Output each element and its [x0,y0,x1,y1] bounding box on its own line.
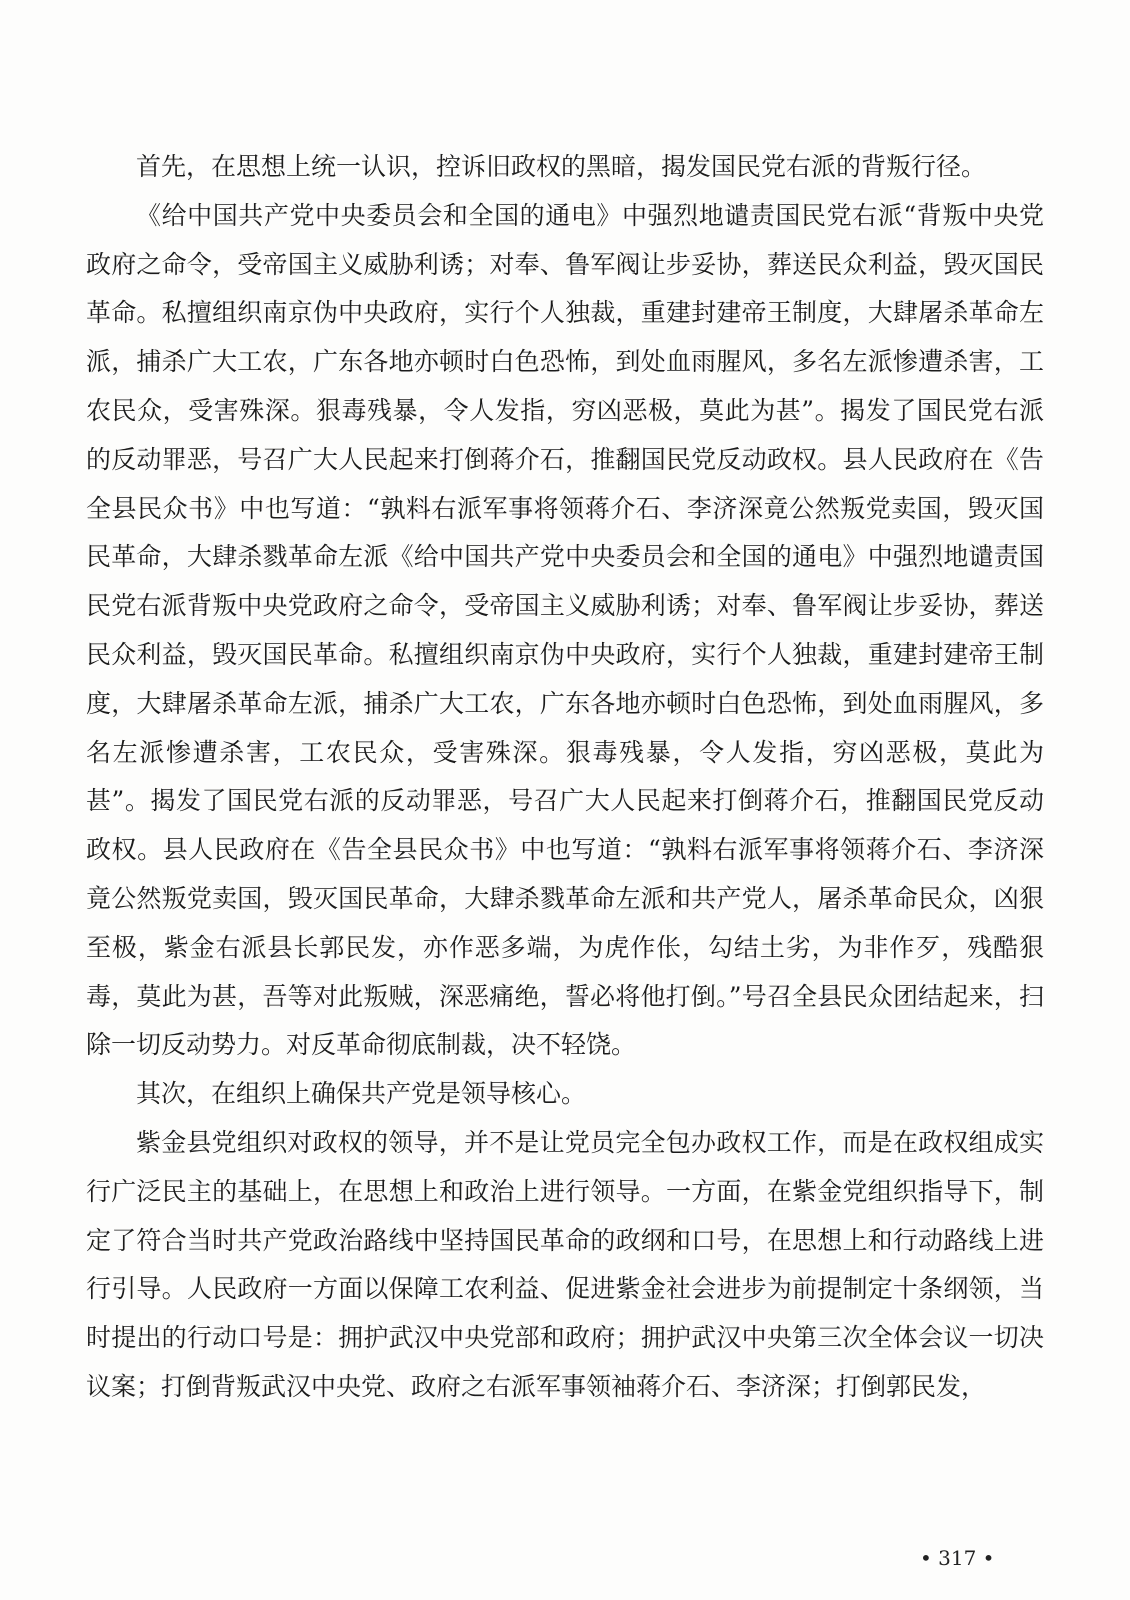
paragraph: 紫金县党组织对政权的领导，并不是让党员完全包办政权工作，而是在政权组成实行广泛民主的基础上，在思想上和政治上进行领导。一方面，在紫金党组织指导下，制定了符合当时共产党政治路线中坚持国民革命的政纲和口号，在思想上和行动路线上进行引导。人民政府一方面以保障工农利益、促进紫金社会进步为前提制定十条纲领，当时提出的行动口号是：拥护武汉中央党部和政府；拥护武汉中央第三次全体会议一切决议案；打倒背叛武汉中央党、政府之右派军事领袖蒋介石、李济深；打倒郭民发， [86,1127,1044,1401]
page-number: • 317 • [920,1546,995,1570]
paragraph: 《给中国共产党中央委员会和全国的通电》中强烈地谴责国民党右派“背叛中央党政府之命令，受帝国主义威胁利诱；对奉、鲁军阀让步妥协，葬送民众利益，毁灭国民革命。私擅组织南京伪中央政府，实行个人独裁，重建封建帝王制度，大肆屠杀革命左派，捕杀广大工农，广东各地亦顿时白色恐怖，到处血雨腥风，多名左派惨遭杀害，工农民众，受害殊深。狠毒残暴，令人发指，穷凶恶极，莫此为甚”。揭发了国民党右派的反动罪恶，号召广大人民起来打倒蒋介石，推翻国民党反动政权。县人民政府在《告全县民众书》中也写道：“孰料右派军事将领蒋介石、李济深竟公然叛党卖国，毁灭国民革命，大肆杀戮革命左派《给中国共产党中央委员会和全国的通电》中强烈地谴责国民党右派背叛中央党政府之命令，受帝国主义威胁利诱；对奉、鲁军阀让步妥协，葬送民众利益，毁灭国民革命。私擅组织南京伪中央政府，实行个人独裁，重建封建帝王制度，大肆屠杀革命左派，捕杀广大工农，广东各地亦顿时白色恐怖，到处血雨腥风，多名左派惨遭杀害，工农民众，受害殊深。狠毒残暴，令人发指，穷凶恶极，莫此为甚”。揭发了国民党右派的反动罪恶，号召广大人民起来打倒蒋介石，推翻国民党反动政权。县人民政府在《告全县民众书》中也写道：“孰料右派军事将领蒋介石、李济深竟公然叛党卖国，毁灭国民革命，大肆杀戮革命左派和共产党人，屠杀革命民众，凶狠至极，紫金右派县长郭民发，亦作恶多端，为虎作伥，勾结土劣，为非作歹，残酷狠毒，莫此为甚，吾等对此叛贼，深恶痛绝，誓必将他打倒。”号召全县民众团结起来，扫除一切反动势力。对反革命彻底制裁，决不轻饶。 [86,200,1044,1060]
paragraph: 首先，在思想上统一认识，控诉旧政权的黑暗，揭发国民党右派的背叛行径。 [136,152,987,181]
paragraph: 其次，在组织上确保共产党是领导核心。 [136,1079,587,1109]
body-text [86,143,1044,1412]
